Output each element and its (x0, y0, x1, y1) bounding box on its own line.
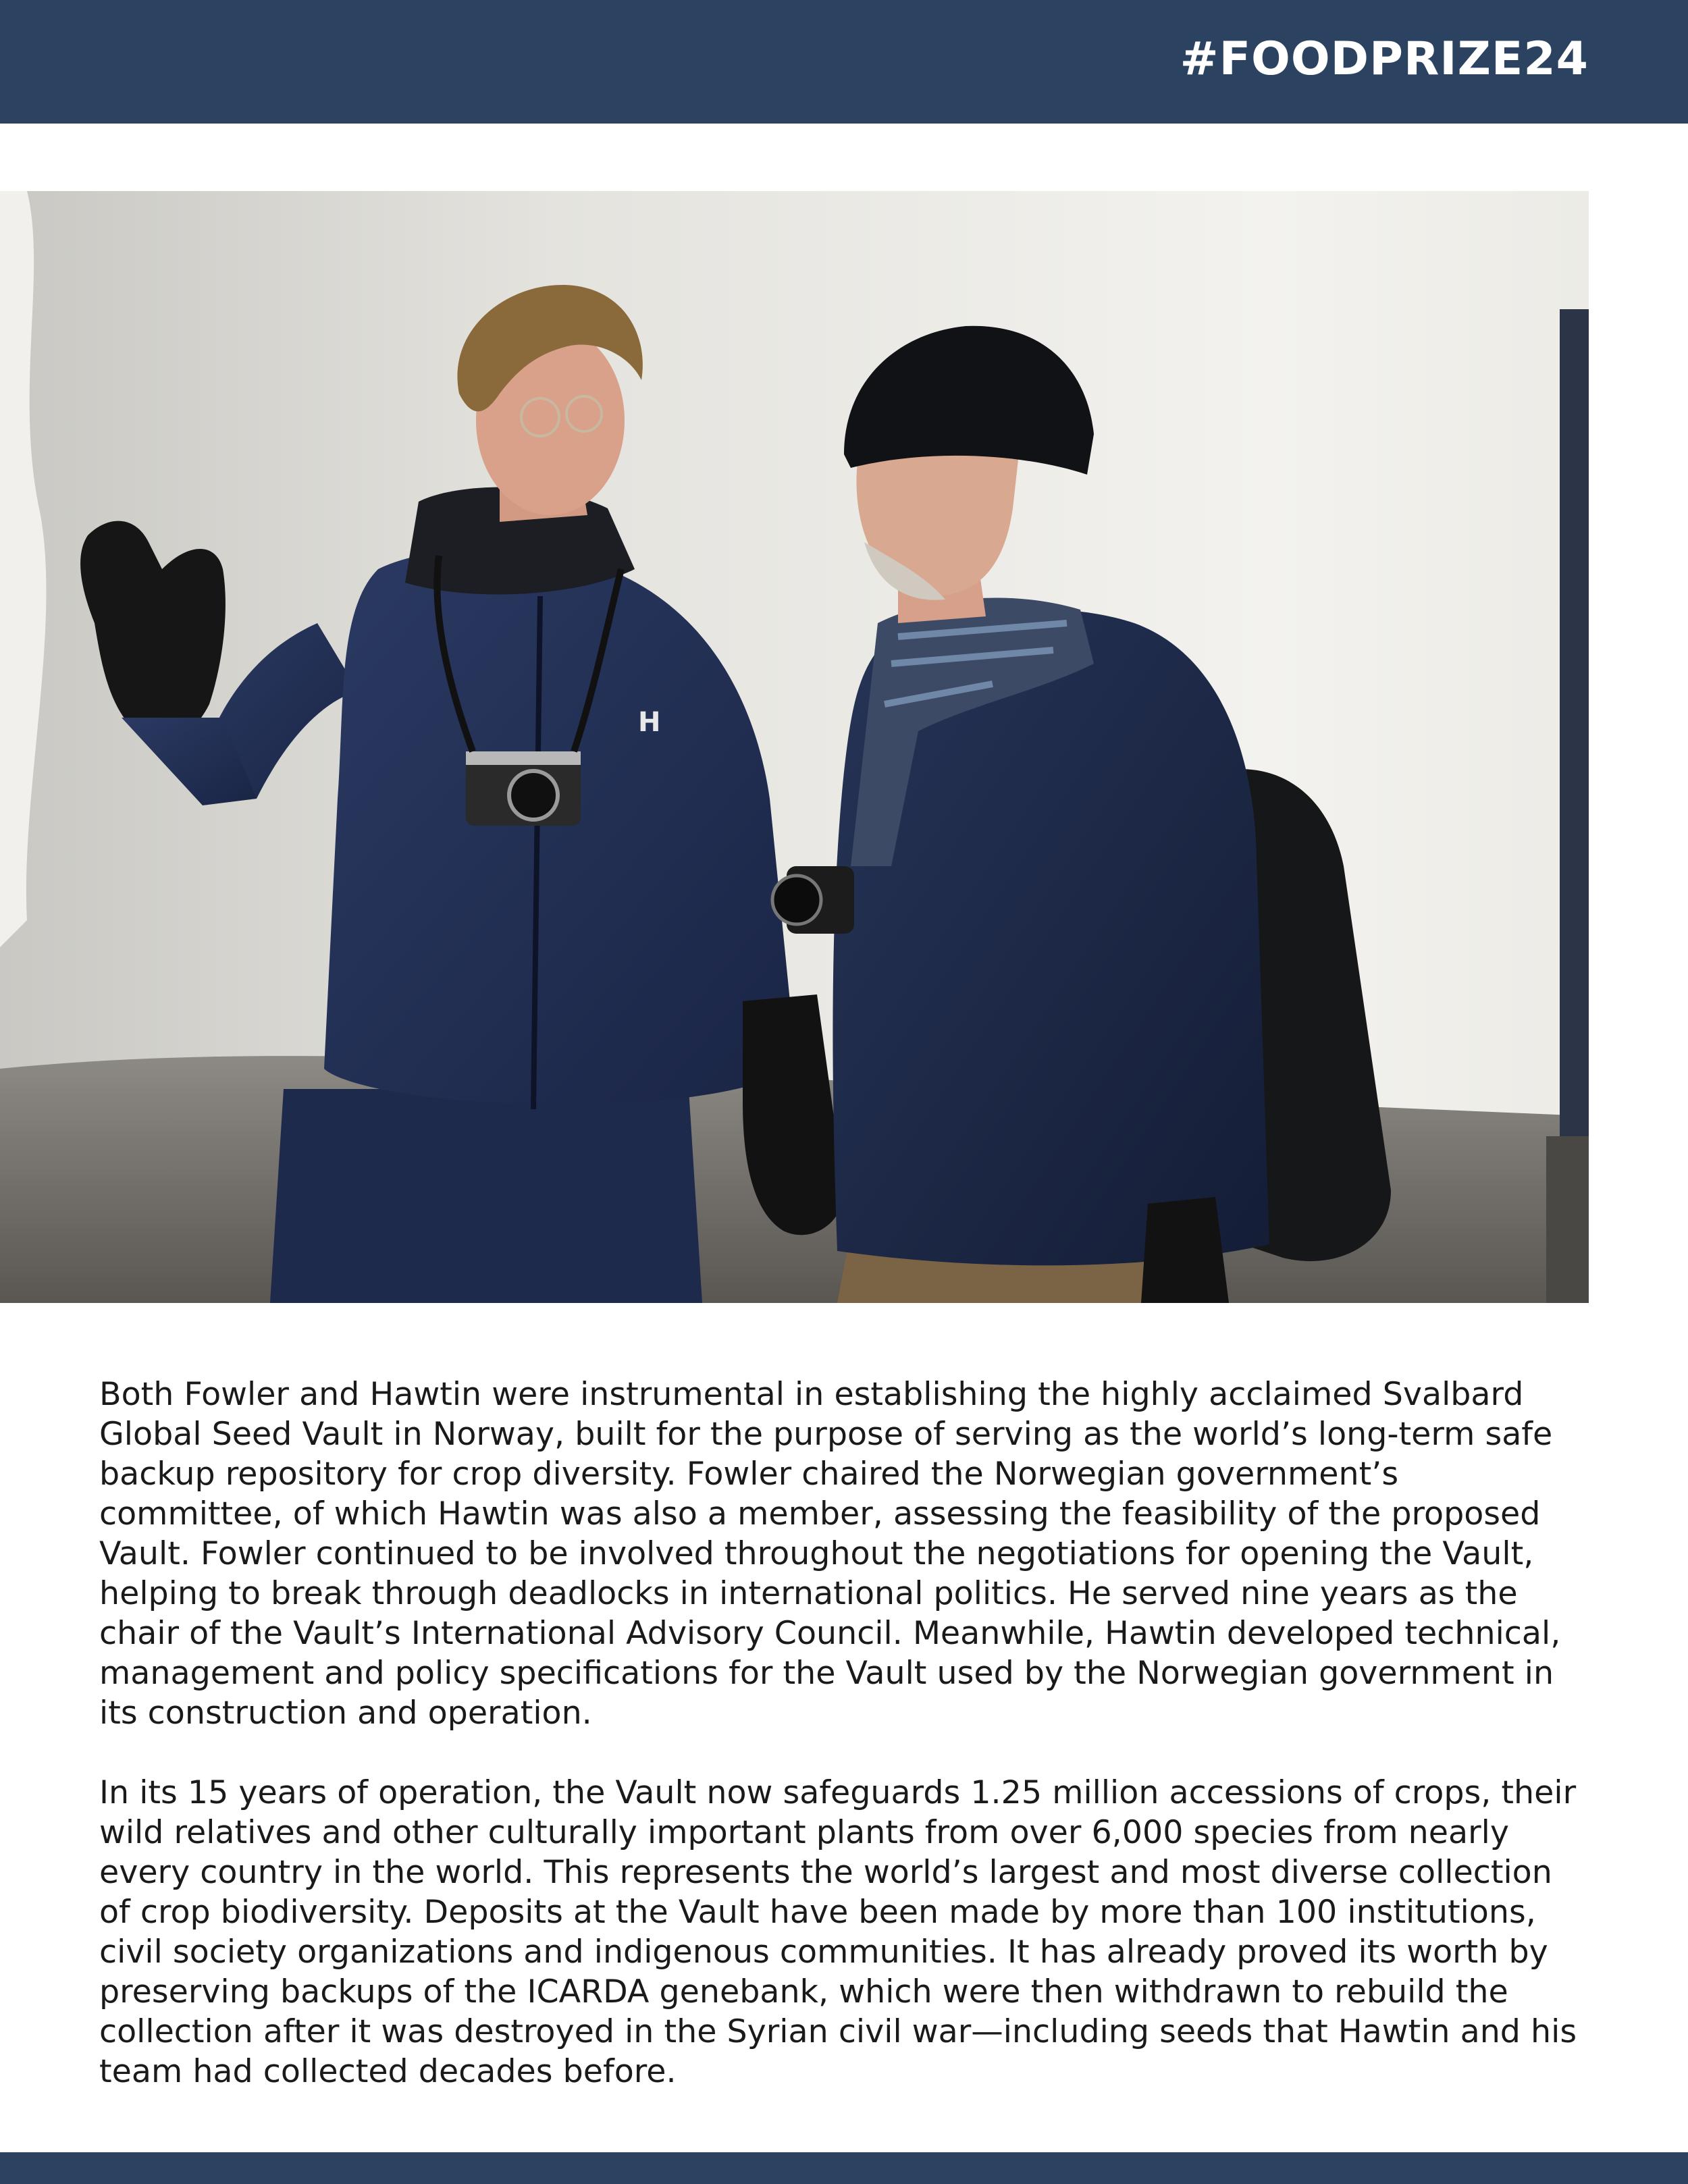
article-paragraph-1: Both Fowler and Hawtin were instrumental in establishing the highly acclaimed Svalbard Global Seed Vault in Norway, built for the purpose of serving as the world’s long-term safe backup repository for crop diversity. Fowler chaired the Norwegian government’s committee, of which Hawtin was also a member, assessing the feasibility of the proposed Vault. Fowler continued to be involved throughout the negotiations for opening the Vault, helping to break through deadlocks in international politics. He served nine years as the chair of the Vault’s International Advisory Council. Meanwhile, Hawtin developed technical, management and policy specifications for the Vault used by the Norwegian government in its construction and operation. (99, 1376, 1561, 1732)
article-paragraph-2: In its 15 years of operation, the Vault now safeguards 1.25 million accessions of crops, their wild relatives and other culturally important plants from over 6,000 species from nearly every country in the world. This represents the world’s largest and most diverse collection of crop biodiversity. Deposits at the Vault have been made by more than 100 institutions, civil society organizations and indigenous communities. It has already proved its worth by preserving backups of the ICARDA genebank, which were then withdrawn to rebuild the collection after it was destroyed in the Syrian civil war—including seeds that Hawtin and his team had collected decades before. (99, 1774, 1577, 2090)
header-banner (0, 0, 1688, 124)
footer-banner (0, 2152, 1688, 2184)
article-body (99, 1375, 1591, 2131)
hashtag-title: #FOODPRIZE24 (1180, 32, 1589, 86)
door-frame (1560, 309, 1589, 1160)
photo-two-men-in-vault-tunnel (0, 191, 1589, 1303)
jacket-logo: H (638, 707, 661, 738)
